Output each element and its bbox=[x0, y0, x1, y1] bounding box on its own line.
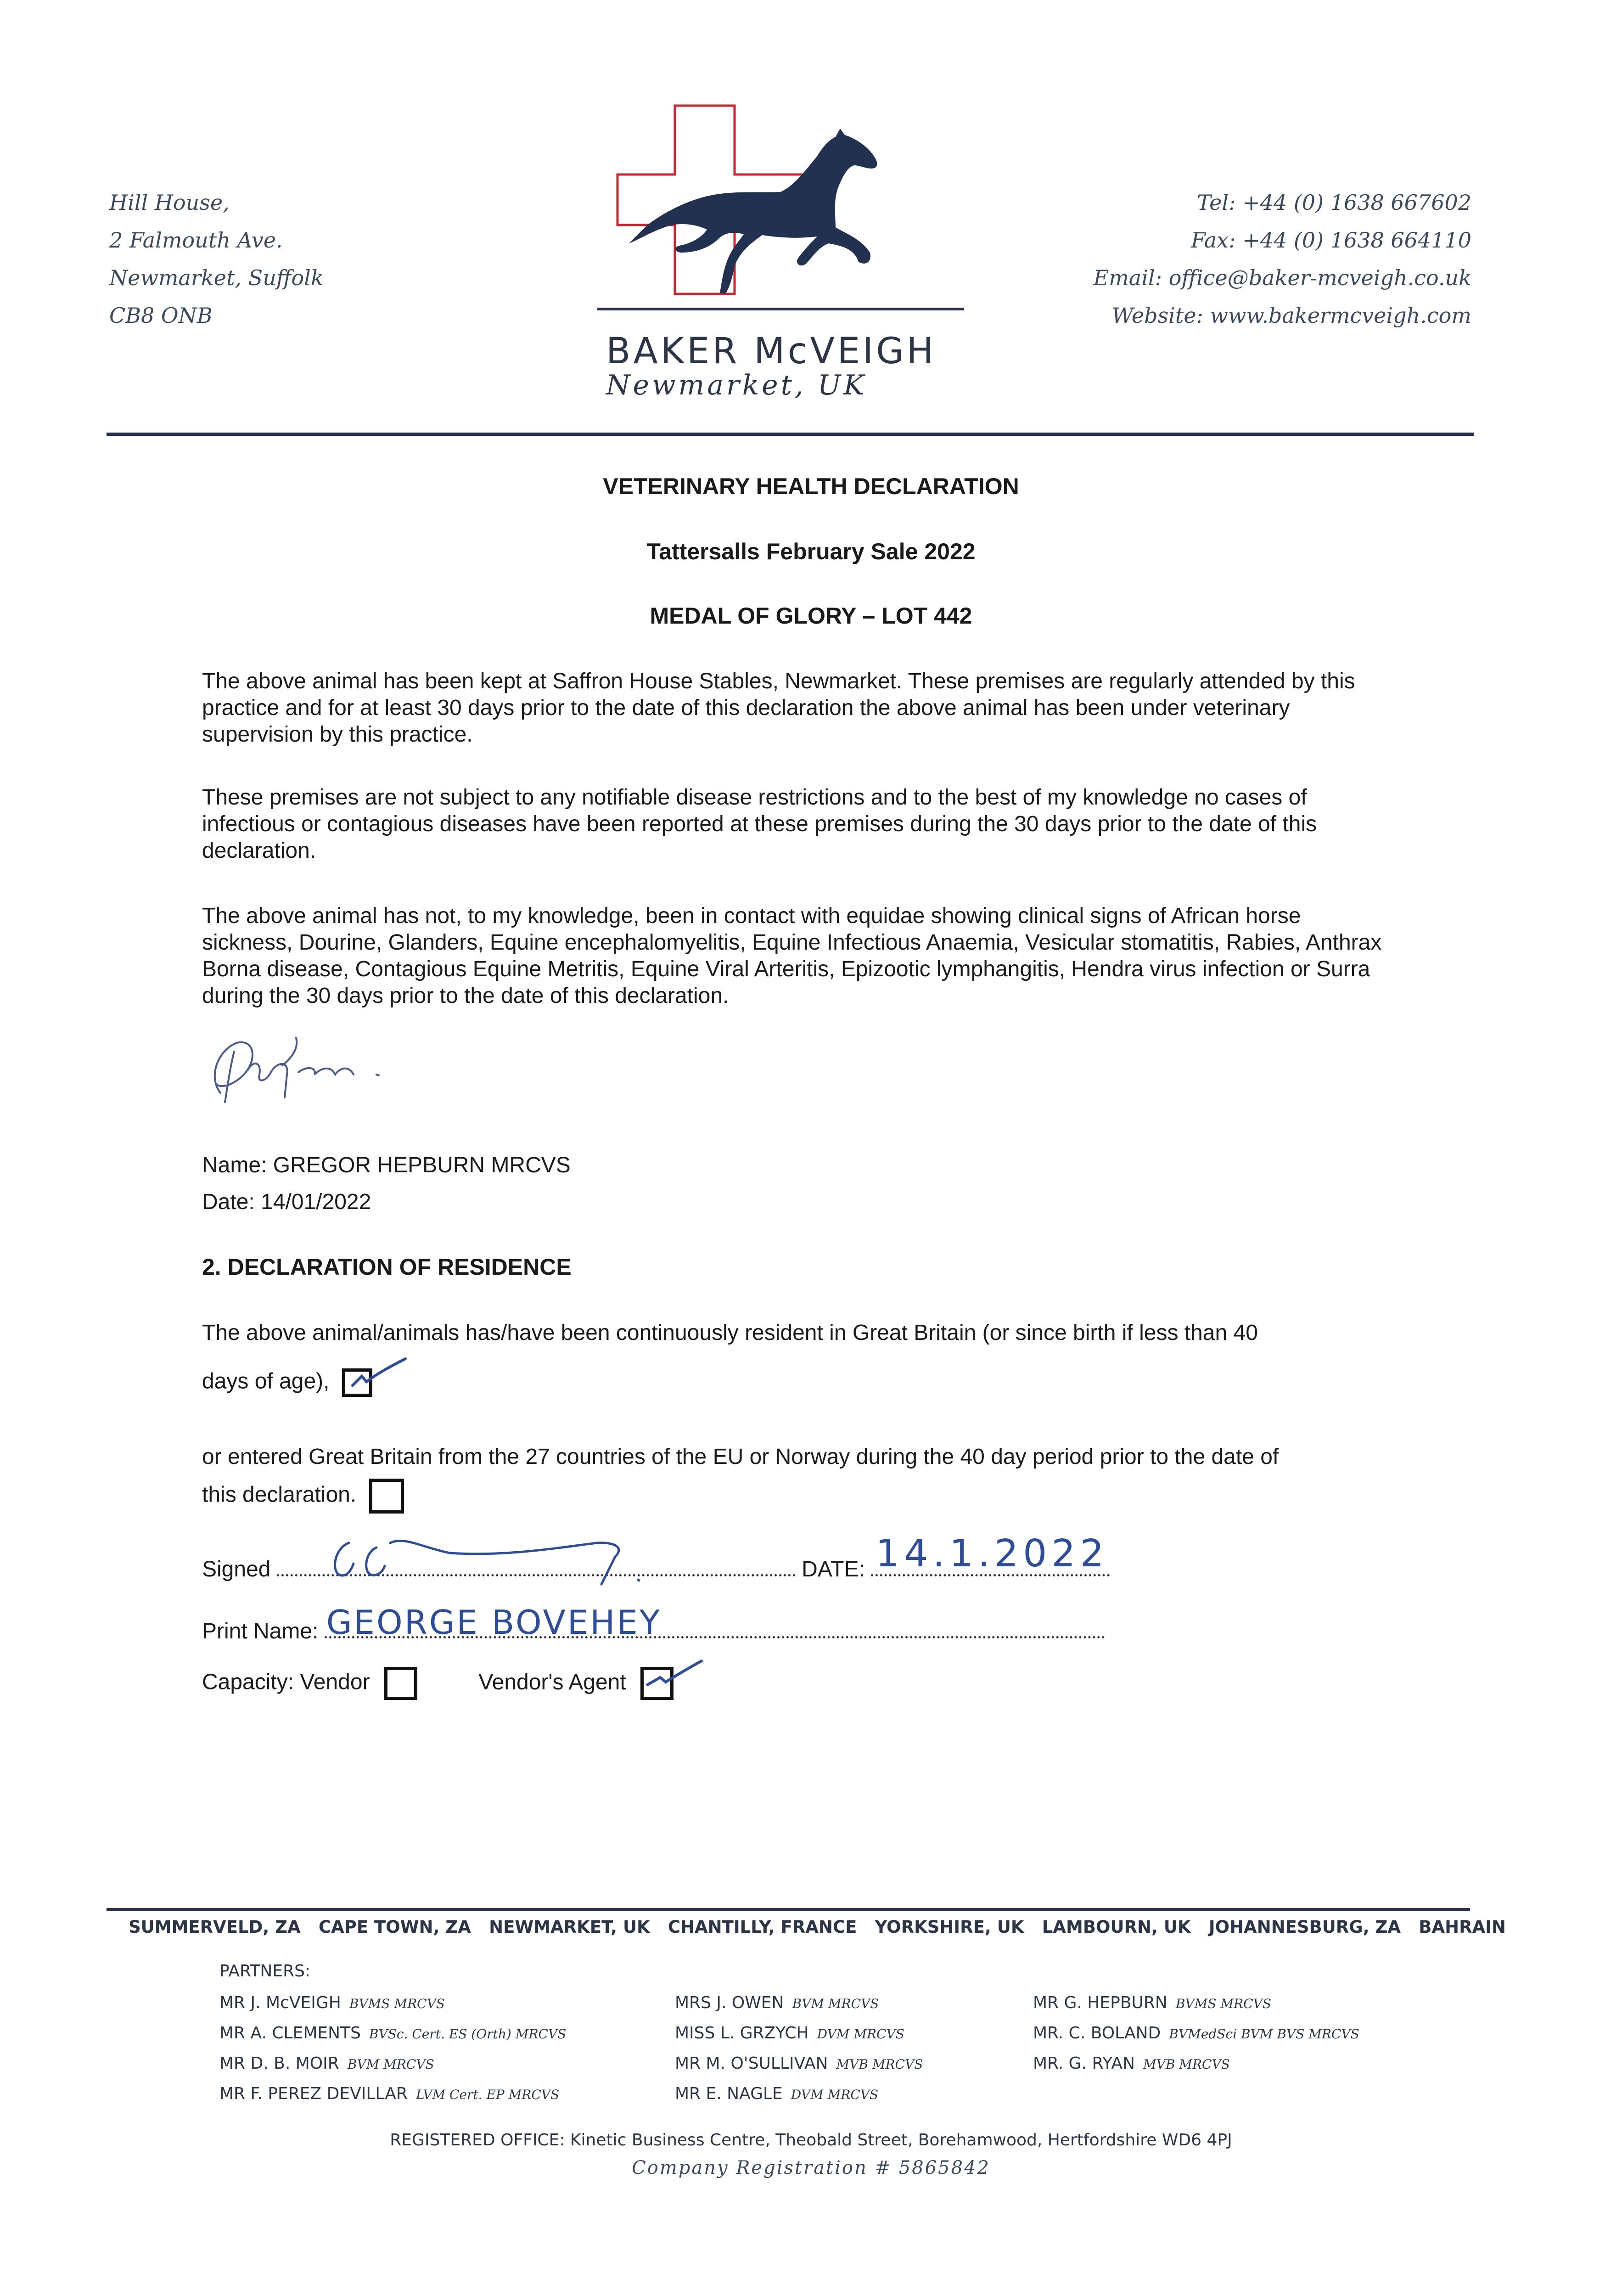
footer-divider bbox=[107, 1908, 1470, 1911]
website: Website: www.bakermcveigh.com bbox=[1111, 303, 1471, 328]
city: NEWMARKET, UK bbox=[489, 1917, 650, 1937]
vendor-agent-label: Vendor's Agent bbox=[478, 1670, 626, 1694]
vendor-signature bbox=[321, 1525, 689, 1593]
paragraph-premises: These premises are not subject to any notifiable disease restrictions and to the best of my knowledge no cases of infectious or contagious diseases have been reported at these premises during the 30 days prior to the date of this declaration. bbox=[202, 785, 1317, 863]
address-line: CB8 ONB bbox=[109, 303, 213, 328]
partners-column-3 bbox=[1033, 1988, 1359, 2079]
lot-heading: MEDAL OF GLORY – LOT 442 bbox=[650, 603, 972, 629]
capacity-vendor-label: Capacity: Vendor bbox=[202, 1670, 370, 1694]
address-line: 2 Falmouth Ave. bbox=[109, 228, 283, 253]
partners-label: PARTNERS: bbox=[219, 1962, 311, 1981]
print-name-row bbox=[202, 1603, 1105, 1644]
partner: MR F. PEREZ DEVILLAR LVM Cert. EP MRCVS bbox=[219, 2084, 560, 2103]
brand-location: Newmarket, UK bbox=[606, 369, 867, 401]
city: JOHANNESBURG, ZA bbox=[1208, 1917, 1401, 1937]
city: LAMBOURN, UK bbox=[1042, 1917, 1191, 1937]
city: CAPE TOWN, ZA bbox=[318, 1917, 471, 1937]
option1-text: The above animal/animals has/have been continuously resident in Great Britain (or since birth if less than 40 bbox=[202, 1321, 1258, 1345]
option1-row bbox=[202, 1368, 372, 1397]
vendor-checkbox[interactable] bbox=[384, 1667, 417, 1700]
print-name-label: Print Name: bbox=[202, 1619, 319, 1643]
option1-checkbox[interactable] bbox=[342, 1368, 372, 1397]
company-registration: Company Registration # 5865842 bbox=[632, 2157, 990, 2178]
partner: MR. G. RYAN MVB MRCVS bbox=[1033, 2054, 1230, 2073]
vet-signature bbox=[202, 1029, 413, 1120]
date-handwritten: 14.1.2022 bbox=[876, 1532, 1109, 1576]
address-line: Hill House, bbox=[109, 190, 230, 215]
partner: MRS J. OWEN BVM MRCVS bbox=[675, 1993, 879, 2012]
vendor-agent-checkbox[interactable] bbox=[640, 1667, 673, 1700]
residence-heading: 2. DECLARATION OF RESIDENCE bbox=[202, 1254, 572, 1280]
option2-text-cont: this declaration. bbox=[202, 1482, 357, 1507]
city: YORKSHIRE, UK bbox=[875, 1917, 1024, 1937]
phone: Tel: +44 (0) 1638 667602 bbox=[1197, 190, 1471, 215]
check-mark-icon bbox=[642, 1654, 706, 1705]
city: SUMMERVELD, ZA bbox=[129, 1917, 301, 1937]
brand-name: BAKER McVEIGH bbox=[606, 331, 937, 372]
fax: Fax: +44 (0) 1638 664110 bbox=[1190, 228, 1471, 253]
partner: MR E. NAGLE DVM MRCVS bbox=[675, 2084, 879, 2103]
print-name-line[interactable] bbox=[325, 1603, 1105, 1642]
option1-text-cont: days of age), bbox=[202, 1369, 330, 1394]
signed-label: Signed bbox=[202, 1557, 271, 1581]
partner: MR A. CLEMENTS BVSc. Cert. ES (Orth) MRCVS bbox=[219, 2024, 567, 2043]
contact-details bbox=[1094, 184, 1471, 334]
partner: MR G. HEPBURN BVMS MRCVS bbox=[1033, 1993, 1271, 2012]
email: Email: office@baker-mcveigh.co.uk bbox=[1093, 265, 1471, 290]
office-locations bbox=[129, 1917, 1506, 1937]
option2-checkbox[interactable] bbox=[369, 1479, 404, 1514]
sale-name: Tattersalls February Sale 2022 bbox=[646, 539, 976, 564]
print-name-handwritten: GEORGE BOVEHEY bbox=[326, 1603, 662, 1642]
date-line[interactable] bbox=[871, 1532, 1110, 1576]
brand-block bbox=[597, 331, 964, 401]
partner: MR. C. BOLAND BVMedSci BVM BVS MRCVS bbox=[1033, 2024, 1359, 2043]
partner: MISS L. GRZYCH DVM MRCVS bbox=[675, 2024, 904, 2043]
partner: MR J. McVEIGH BVMS MRCVS bbox=[219, 1993, 445, 2012]
paragraph-kept-at: The above animal has been kept at Saffron House Stables, Newmarket. These premises are regularly attended by this practice and for at least 30 days prior to the date of this declaration the above animal has been under veterinary supervision by this practice. bbox=[202, 669, 1355, 747]
document-title: VETERINARY HEALTH DECLARATION bbox=[603, 473, 1019, 499]
option2-row bbox=[202, 1479, 404, 1514]
partner: MR D. B. MOIR BVM MRCVS bbox=[219, 2054, 434, 2073]
date-label: DATE: bbox=[802, 1557, 865, 1581]
baker-mcveigh-logo bbox=[597, 101, 964, 317]
logo-rule bbox=[597, 308, 964, 310]
partners-column-1 bbox=[219, 1988, 566, 2110]
declaration-date: Date: 14/01/2022 bbox=[202, 1190, 371, 1214]
partner: MR M. O'SULLIVAN MVB MRCVS bbox=[675, 2054, 923, 2073]
vet-name: Name: GREGOR HEPBURN MRCVS bbox=[202, 1153, 571, 1177]
check-mark-icon bbox=[343, 1353, 408, 1404]
registered-office: REGISTERED OFFICE: Kinetic Business Centre, Theobald Street, Borehamwood, Hertfordshire WD6 4PJ bbox=[390, 2131, 1232, 2150]
horse-silhouette bbox=[629, 129, 877, 294]
address-line: Newmarket, Suffolk bbox=[109, 265, 324, 290]
city: CHANTILLY, FRANCE bbox=[668, 1917, 857, 1937]
capacity-row bbox=[202, 1667, 673, 1700]
paragraph-disease-contact: The above animal has not, to my knowledge, been in contact with equidae showing clinical signs of African horse sickness, Dourine, Glanders, Equine encephalomyelitis, Equine Infectious Anaemia, Vesicular stomatitis, Rabies, Anthrax Borna disease, Contagious Equine Metritis, Equine Viral Arteritis, Epizootic lymphangitis, Hendra virus infection or Surra during the 30 days prior to the date of this declaration. bbox=[202, 904, 1382, 1008]
partners-column-2 bbox=[675, 1988, 923, 2110]
office-address bbox=[109, 184, 324, 334]
city: BAHRAIN bbox=[1419, 1917, 1506, 1937]
header-divider bbox=[107, 433, 1474, 436]
option2-text: or entered Great Britain from the 27 countries of the EU or Norway during the 40 day period prior to the date of bbox=[202, 1445, 1279, 1469]
